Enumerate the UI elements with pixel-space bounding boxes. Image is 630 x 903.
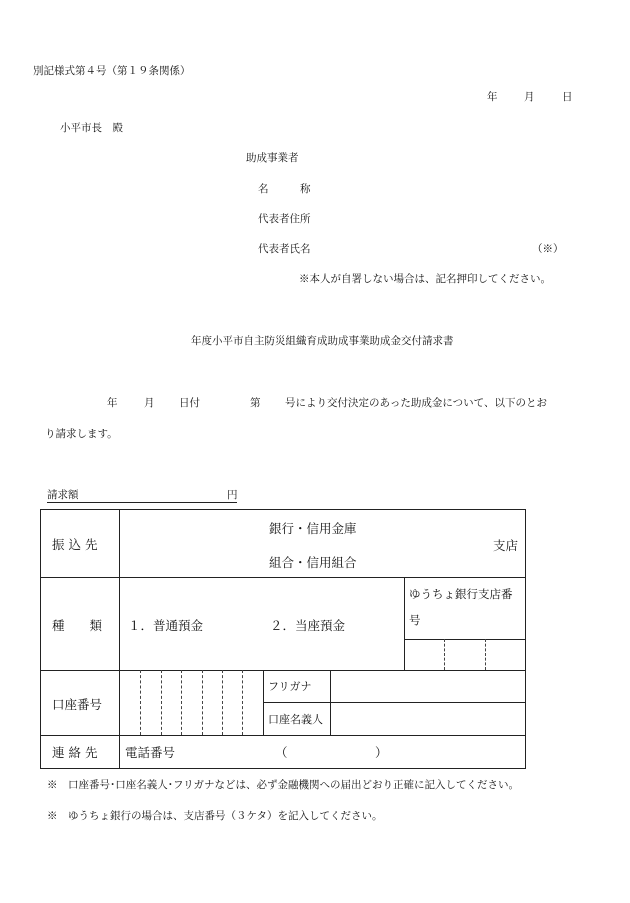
table-row-divider	[40, 577, 526, 578]
note-1: ※ 口座番号･口座名義人･フリガナなどは、必ず金融機関への届出どおり正確に記入してください。	[47, 779, 519, 791]
amount-unit: 円	[227, 489, 238, 501]
applicant-heading: 助成事業者	[246, 152, 299, 164]
furigana-label: フリガナ	[268, 680, 312, 693]
signature-mark: （※）	[532, 243, 564, 255]
address-label: 代表者住所	[258, 213, 311, 225]
yucho-divider	[404, 639, 526, 640]
contact-label: 連 絡 先	[52, 745, 98, 760]
yucho-label-line1: ゆうちょ銀行支店番	[409, 587, 513, 601]
account-digit-divider	[202, 670, 203, 735]
rep-name-label: 代表者氏名	[258, 243, 311, 255]
date-day: 日	[562, 91, 573, 103]
note-2: ※ ゆうちょ銀行の場合は、支店番号（３ケタ）を記入してください。	[47, 810, 383, 822]
body-dai: 第	[250, 397, 261, 409]
account-label: 口座番号	[52, 697, 103, 712]
addressee: 小平市長 殿	[60, 122, 123, 134]
holder-label: 口座名義人	[268, 713, 323, 726]
bank-type-line2: 組合・信用組合	[269, 555, 357, 570]
body-line1: 号により交付決定のあった助成金について、以下のとお	[285, 397, 547, 409]
table-label-divider	[119, 509, 120, 769]
option-current: ２．当座預金	[270, 618, 346, 633]
bank-type-line1: 銀行・信用金庫	[269, 521, 357, 536]
body-line2: り請求します。	[45, 428, 118, 440]
transfer-label: 振 込 先	[52, 537, 98, 552]
option-ordinary: １．普通預金	[128, 618, 204, 633]
account-digit-divider	[181, 670, 182, 735]
yucho-digit-divider	[444, 639, 445, 670]
form-number: 別記様式第４号（第１９条関係）	[33, 65, 191, 77]
account-digit-divider	[242, 670, 243, 735]
name-label: 名 称	[258, 183, 311, 195]
body-month: 月	[144, 397, 155, 409]
phone-label: 電話番号	[125, 745, 176, 760]
yucho-label-line2: 号	[409, 613, 421, 627]
document-title: 年度小平市自主防災組織育成助成事業助成金交付請求書	[191, 335, 454, 347]
body-year: 年	[107, 397, 118, 409]
body-day: 日付	[179, 397, 200, 409]
phone-open-paren: （	[275, 745, 288, 760]
account-digit-divider	[161, 670, 162, 735]
branch-label: 支店	[493, 538, 519, 553]
type-label: 種 類	[52, 618, 103, 633]
signature-note: ※本人が自署しない場合は、記名押印してください。	[299, 273, 551, 285]
table-row-divider	[40, 670, 526, 671]
yucho-divider	[404, 577, 405, 670]
yucho-digit-divider	[485, 639, 486, 670]
phone-close-paren: ）	[375, 745, 388, 760]
amount-underline	[47, 502, 237, 503]
amount-label: 請求額	[47, 489, 79, 501]
account-digit-divider	[140, 670, 141, 735]
date-month: 月	[524, 91, 535, 103]
account-divider	[263, 702, 526, 703]
account-digit-divider	[222, 670, 223, 735]
date-year: 年	[487, 91, 498, 103]
table-row-divider	[40, 735, 526, 736]
